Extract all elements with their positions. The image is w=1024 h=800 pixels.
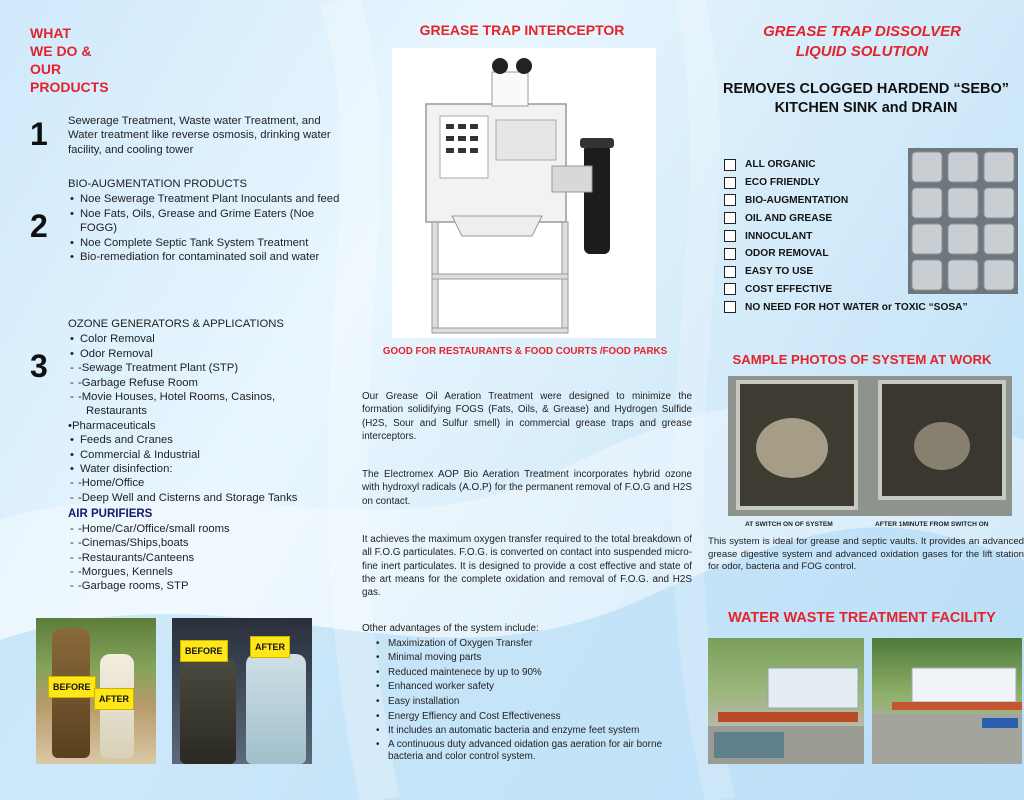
vault-description: This system is ideal for grease and septic vaults. It provides an advanced grease digestive system and advanced oxidation gases for the lift station for odor, bacteria and FOG control. bbox=[708, 536, 1024, 573]
containers-illustration bbox=[908, 148, 1018, 294]
before-label: BEFORE bbox=[48, 676, 96, 698]
checklist-label: NO NEED FOR HOT WATER or TOXIC “SOSA” bbox=[745, 301, 968, 313]
list-item: • Color Removal bbox=[68, 332, 348, 346]
grease-dissolver-title bbox=[700, 22, 1024, 62]
checkbox-icon bbox=[724, 266, 736, 278]
list-item: • Water disinfection: bbox=[68, 462, 348, 476]
section-3-list bbox=[68, 332, 348, 505]
checkbox-icon bbox=[724, 248, 736, 260]
list-item: - -Morgues, Kennels bbox=[68, 565, 348, 579]
list-item: • Noe Fats, Oils, Grease and Grime Eaters (Noe FOGG) bbox=[68, 207, 348, 236]
checkbox-icon bbox=[724, 194, 736, 206]
facility-illustration bbox=[708, 638, 864, 764]
list-item: • Enhanced worker safety bbox=[376, 680, 692, 695]
before-after-photo-1 bbox=[36, 618, 156, 764]
section-2-number: 2 bbox=[30, 208, 48, 244]
paragraph-oxygen-transfer: It achieves the maximum oxygen transfer required to the total breakdown of all F.O.G particulates. F.O.G. is converted on contact into suspended micro-fine inert particulates. It is designed to provide a cost effective and state of the art means for the complete oxidation and removal of F.O.G. and H2S gas. bbox=[362, 534, 692, 599]
clean-bottle bbox=[246, 654, 306, 764]
product-containers-photo bbox=[908, 148, 1018, 294]
list-item: - -Deep Well and Cisterns and Storage Tanks bbox=[68, 491, 348, 505]
list-item: • Noe Complete Septic Tank System Treatment bbox=[68, 236, 348, 250]
section-1-number: 1 bbox=[30, 116, 48, 152]
checklist-label: INNOCULANT bbox=[745, 230, 813, 242]
what-we-do-title: WHAT WE DO & OUR PRODUCTS bbox=[30, 25, 109, 95]
section-1-text bbox=[68, 114, 348, 157]
advantages-list bbox=[376, 637, 692, 764]
air-purifiers-heading: AIR PURIFIERS bbox=[68, 508, 153, 521]
list-item: • Noe Sewerage Treatment Plant Inoculants and feed bbox=[68, 192, 348, 206]
subtitle-line-1: REMOVES CLOGGED HARDEND “SEBO” bbox=[723, 81, 1009, 97]
checklist-label: COST EFFECTIVE bbox=[745, 283, 833, 295]
caption-after-one-minute: AFTER 1MINUTE FROM SWITCH ON bbox=[875, 521, 989, 528]
checkbox-icon bbox=[724, 177, 736, 189]
list-item: - -Movie Houses, Hotel Rooms, Casinos, bbox=[68, 390, 348, 404]
middle-column bbox=[352, 0, 692, 800]
list-item: • Easy installation bbox=[376, 695, 692, 710]
advantages-heading: Other advantages of the system include: bbox=[362, 623, 539, 634]
facility-illustration bbox=[872, 638, 1022, 764]
subtitle-line-2: KITCHEN SINK and DRAIN bbox=[774, 100, 958, 116]
grease-trap-title: GREASE TRAP INTERCEPTOR bbox=[419, 22, 625, 38]
list-item: - -Sewage Treatment Plant (STP) bbox=[68, 361, 348, 375]
air-purifiers-list bbox=[68, 522, 348, 594]
checklist-label: EASY TO USE bbox=[745, 266, 814, 278]
list-item: Restaurants bbox=[86, 405, 147, 418]
vault-illustration bbox=[728, 376, 1012, 516]
section-3-heading: OZONE GENERATORS & APPLICATIONS bbox=[68, 318, 284, 330]
title-line-1: GREASE TRAP DISSOLVER bbox=[763, 23, 961, 40]
right-column bbox=[700, 0, 1024, 800]
after-label: AFTER bbox=[94, 688, 134, 710]
checklist-item bbox=[724, 298, 1014, 316]
list-item: • Bio-remediation for contaminated soil and water bbox=[68, 250, 348, 264]
facility-photo-2 bbox=[872, 638, 1022, 764]
before-after-photo-2 bbox=[172, 618, 312, 764]
checkbox-icon bbox=[724, 301, 736, 313]
list-item: • Odor Removal bbox=[68, 347, 348, 361]
list-item: • It includes an automatic bacteria and enzyme feet system bbox=[376, 724, 692, 739]
good-for-restaurants: GOOD FOR RESTAURANTS & FOOD COURTS /FOOD PARKS bbox=[382, 346, 668, 357]
dirty-bottle bbox=[180, 658, 236, 764]
section-3-text bbox=[68, 317, 348, 594]
list-item: • Minimal moving parts bbox=[376, 651, 692, 666]
list-item: - -Cinemas/Ships,boats bbox=[68, 536, 348, 550]
section-3-number: 3 bbox=[30, 348, 48, 384]
list-item: • Commercial & Industrial bbox=[68, 448, 348, 462]
checkbox-icon bbox=[724, 230, 736, 242]
list-item: • Reduced maintenece by up to 90% bbox=[376, 666, 692, 681]
vault-sample-photo bbox=[728, 376, 1012, 516]
sample-photos-title: SAMPLE PHOTOS OF SYSTEM AT WORK bbox=[732, 352, 992, 367]
title-line-2: LIQUID SOLUTION bbox=[795, 43, 929, 60]
list-item: • Maximization of Oxygen Transfer bbox=[376, 637, 692, 652]
removes-clogged-subtitle bbox=[706, 80, 1024, 118]
list-item: • Feeds and Cranes bbox=[68, 433, 348, 447]
section-2-heading: BIO-AUGMENTATION PRODUCTS bbox=[68, 178, 248, 190]
before-label: BEFORE bbox=[180, 640, 228, 662]
left-column bbox=[0, 0, 350, 800]
list-item: • A continuous duty advanced oidation gas aeration for air borne bacteria and color control system. bbox=[376, 739, 692, 764]
facility-photo-1 bbox=[708, 638, 864, 764]
list-item: - -Garbage Refuse Room bbox=[68, 376, 348, 390]
list-item: • Energy Effiency and Cost Effectiveness bbox=[376, 710, 692, 725]
checklist-label: BIO-AUGMENTATION bbox=[745, 194, 849, 206]
machine-illustration bbox=[392, 48, 656, 338]
checklist-label: ECO FRIENDLY bbox=[745, 177, 820, 189]
checkbox-icon bbox=[724, 159, 736, 171]
list-item: - -Home/Office bbox=[68, 476, 348, 490]
checklist-label: ODOR REMOVAL bbox=[745, 248, 829, 260]
list-item: •Pharmaceuticals bbox=[68, 419, 156, 432]
advantages-section bbox=[362, 622, 692, 764]
section-1-description: Sewerage Treatment, Waste water Treatment, and Water treatment like reverse osmosis, drinking water facility, and cooling tower bbox=[68, 115, 331, 156]
checkbox-icon bbox=[724, 212, 736, 224]
paragraph-aeration-treatment: Our Grease Oil Aeration Treatment were designed to minimize the formation solidifying FOGS (Fats, Oils, & Grease) and Hydrogen Sulfide (H2S, Sour and Sulfur smell) in commercial grease traps and grease interceptors. bbox=[362, 391, 692, 442]
paragraph-electromex-aop: The Electromex AOP Bio Aeration Treatment incorporates hybrid ozone with hydroxyl radicals (A.O.P) for the permanent removal of F.O.G and H2S on contact. bbox=[362, 469, 692, 507]
section-2-text bbox=[68, 177, 348, 264]
water-waste-facility-title: WATER WASTE TREATMENT FACILITY bbox=[728, 610, 996, 626]
caption-switch-on: AT SWITCH ON OF SYSTEM bbox=[745, 521, 833, 528]
after-label: AFTER bbox=[250, 636, 290, 658]
checklist-label: OIL AND GREASE bbox=[745, 212, 833, 224]
list-item: - -Garbage rooms, STP bbox=[68, 579, 348, 593]
grease-trap-machine-photo bbox=[392, 48, 656, 338]
list-item: - -Restaurants/Canteens bbox=[68, 551, 348, 565]
list-item: - -Home/Car/Office/small rooms bbox=[68, 522, 348, 536]
section-2-list bbox=[68, 192, 348, 264]
checkbox-icon bbox=[724, 283, 736, 295]
checklist-label: ALL ORGANIC bbox=[745, 159, 816, 171]
